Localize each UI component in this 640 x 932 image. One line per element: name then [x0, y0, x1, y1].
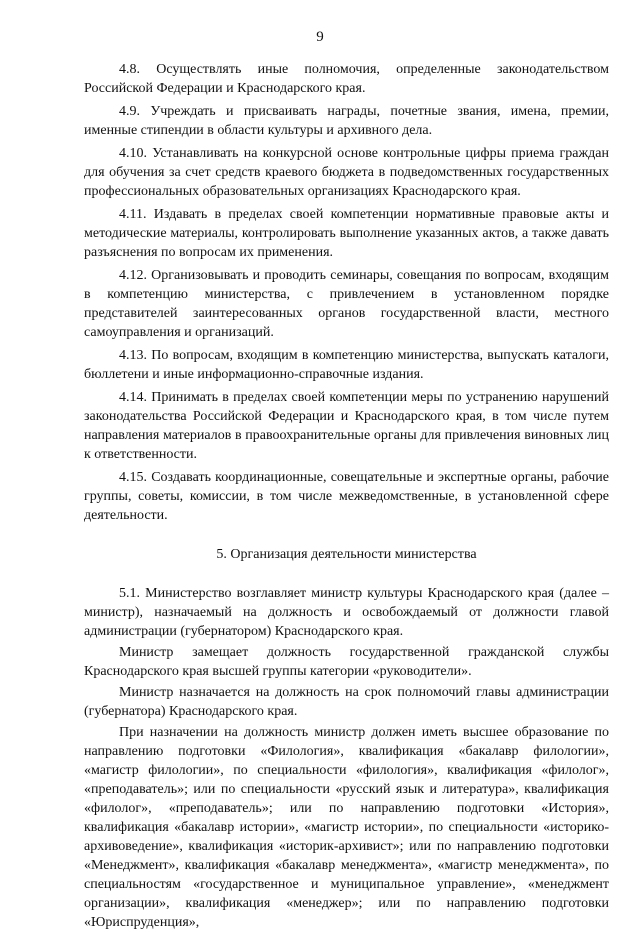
paragraph-4-8: 4.8. Осуществлять иные полномочия, определенные законодательством Российской Федерации и Краснодарского края.	[84, 62, 609, 96]
section-5	[84, 584, 609, 932]
paragraph-4-9: 4.9. Учреждать и присваивать награды, почетные звания, имена, премии, именные стипендии в области культуры и архивного дела.	[84, 104, 609, 138]
section-heading: 5. Организация деятельности министерства	[216, 547, 477, 562]
paragraph-5-1: 5.1. Министерство возглавляет министр культуры Краснодарского края (далее – министр), назначаемый на должность и освобождаемый от должности главой администрации (губернатором) Краснодарского края.	[84, 586, 609, 639]
paragraph-4-11: 4.11. Издавать в пределах своей компетенции нормативные правовые акты и методические материалы, контролировать выполнение указанных актов, а также давать разъяснения по вопросам их применения.	[84, 207, 609, 260]
document-body	[84, 60, 609, 932]
paragraph-minister-term: Министр назначается на должность на срок полномочий главы администрации (губернатора) Краснодарского края.	[84, 685, 609, 719]
paragraph-minister-education: При назначении на должность министр должен иметь высшее образование по направлению подготовки «Филология», квалификация «бакалавр филологии», «магистр филологии», по специальности «филология», квалификация «филолог», «преподаватель»; или по специальности «русский язык и литература», квалификация «филолог», «преподаватель»; или по направлению подготовки «История», квалификация «бакалавр истории», «магистр истории», по специальности «историко-архивоведение», квалификация «историк-архивист»; или по направлению подготовки «Менеджмент», квалификация «бакалавр менеджмента», «магистр менеджмента», по специальностям «государственное и муниципальное управление», «менеджмент организации», квалификация «менеджер»; или по направлению подготовки «Юриспруденция»,	[84, 725, 609, 930]
paragraph-4-13: 4.13. По вопросам, входящим в компетенцию министерства, выпускать каталоги, бюллетени и иные информационно-справочные издания.	[84, 348, 609, 382]
paragraph-minister-position: Министр замещает должность государственной гражданской службы Краснодарского края высшей группы категории «руководители».	[84, 645, 609, 679]
paragraph-4-10: 4.10. Устанавливать на конкурсной основе контрольные цифры приема граждан для обучения за счет средств краевого бюджета в подведомственных государственных профессиональных образовательных организациях Краснодарского края.	[84, 146, 609, 199]
paragraph-4-14: 4.14. Принимать в пределах своей компетенции меры по устранению нарушений законодательства Российской Федерации и Краснодарского края, в том числе путем направления материалов в правоохранительные органы для привлечения виновных лиц к ответственности.	[84, 390, 609, 462]
page-number: 9	[316, 29, 324, 45]
section-4-continuation	[84, 60, 609, 525]
paragraph-4-12: 4.12. Организовывать и проводить семинары, совещания по вопросам, входящим в компетенцию министерства, с привлечением в установленном порядке представителей заинтересованных органов государственной власти, местного самоуправления и организаций.	[84, 268, 609, 340]
paragraph-4-15: 4.15. Создавать координационные, совещательные и экспертные органы, рабочие группы, советы, комиссии, в том числе межведомственные, в установленной сфере деятельности.	[84, 470, 609, 523]
